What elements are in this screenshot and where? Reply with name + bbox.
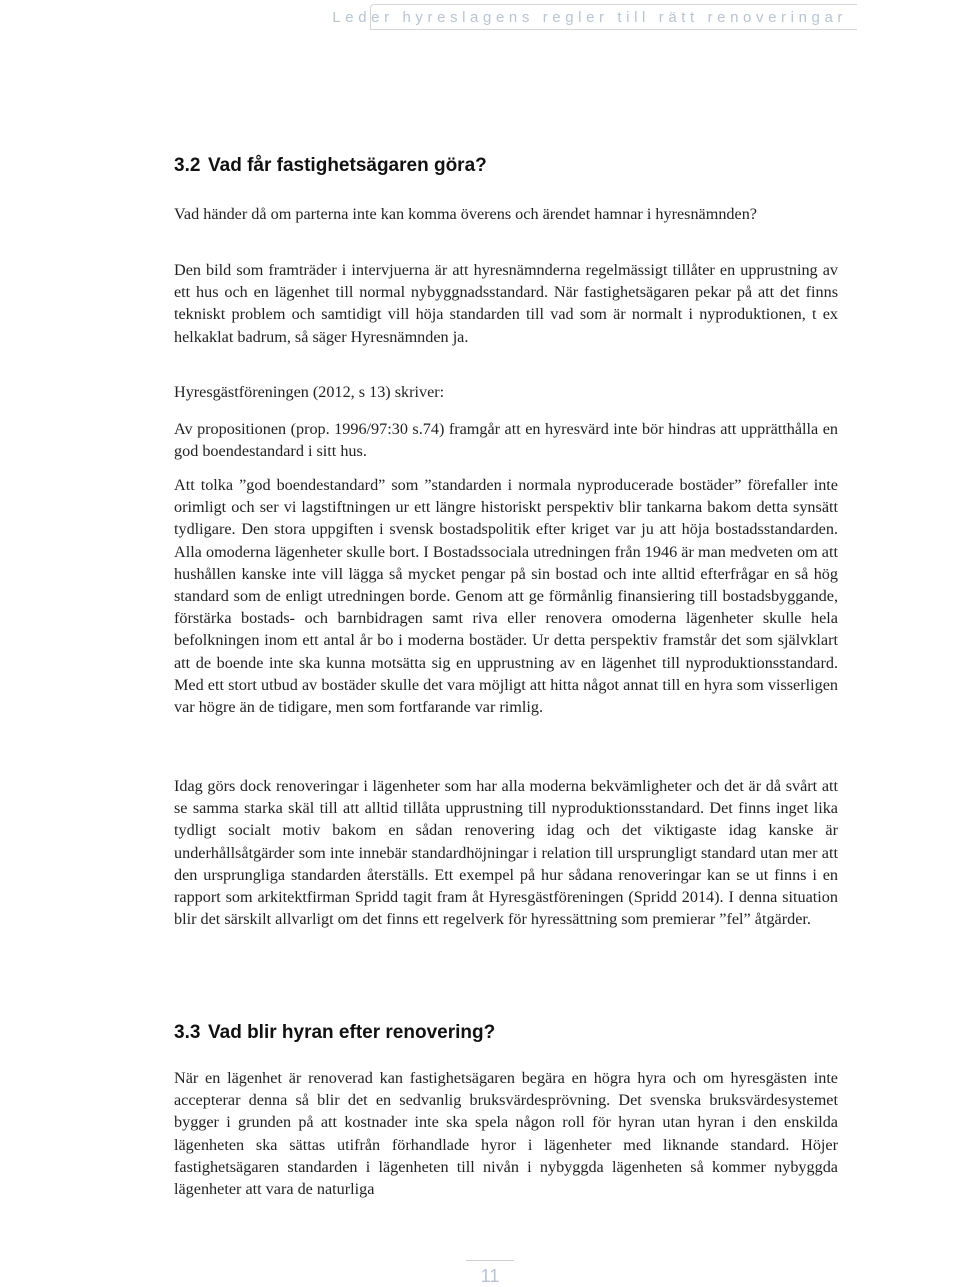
quotation-paragraph: Av propositionen (prop. 1996/97:30 s.74) framgår att en hyresvärd inte bör hindras att upprätthålla en god boendestandard i sitt hus. [174,420,838,461]
section-number: 3.2 [174,155,201,176]
section-number: 3.3 [174,1022,201,1043]
paragraph: När en lägenhet är renoverad kan fastighetsägaren begära en högra hyra och om hyresgästen inte accepterar denna så blir det en sedvanlig bruksvärdesprövning. Det svenska bruksvärdesystemet bygger i grunden på att kostnader inte ska spela någon roll för hyran utan hyran i den enskilda lägenheten ska sättas utifrån förhandlade hyror i lägenheter med liknande standard. Höjer fastighetsägaren standarden i lägenheten till nivån i nybyggda lägenheten så kommer nybyggda lägenheter att vara de naturliga [174,1069,838,1199]
section-heading-3-3 [174,1022,495,1044]
section-title: Vad får fastighetsägaren göra? [208,155,487,176]
paragraph: Idag görs dock renoveringar i lägenheter som har alla moderna bekvämligheter och det är då svårt att se samma starka skäl till att alltid tillåta upprustning till nyproduktionsstandard. Det finns inget lika tydligt socialt motiv bakom en sådan renovering idag och det viktigaste idag kanske är underhållsåtgärder som inte innebär standardhöjningar i relation till ursprungligt standard utan mer att den ursprungliga standarden återställs. Ett exempel på hur sådana renoveringar kan se ut finns i en rapport som arkitektfirman Spridd tagit fram åt Hyresgästföreningen (Spridd 2014). I denna situation blir det särskilt allvarligt om det finns ett regelverk för hyressättning som premierar ”fel” åtgärder. [174,777,838,929]
paragraph: Vad händer då om parterna inte kan komma överens och ärendet hamnar i hyresnämnden? [174,205,757,223]
paragraph: Att tolka ”god boendestandard” som ”standarden i normala nyproducerade bostäder” förefaller inte orimligt och ser vi lagstiftningen ur ett längre historiskt perspektiv blir tankarna bakom detta synsätt tydligare. Den stora uppgiften i svensk bostadspolitik efter kriget var ju att höja bostadsstandarden. Alla omoderna lägenheter skulle bort. I Bostadssociala utredningen från 1946 är man medveten om att hushållen kanske inte vill lägga så mycket pengar på sin bostad och inte alltid efterfrågar en så hög standard som de enligt utredningen borde. Genom att ge förmånlig finansiering till bostadsbyggande, förstärka bostads- och barnbidragen samt riva eller renovera omoderna lägenheter skulle hela befolkningen inom ett antal år bo i moderna bostäder. Ur detta perspektiv framstår det som självklart att de boende inte ska kunna motsätta sig en upprustning av en lägenhet till nyproduktionsstandard. Med ett stort utbud av bostäder skulle det vara möjligt att hitta något annat till en hyra som visserligen var högre än de tidigare, men som fortfarande var rimlig. [174,476,838,717]
paragraph: Den bild som framträder i intervjuerna är att hyresnämnderna regelmässigt tillåter en upprustning av ett hus och en lägenhet till normal nybyggnadsstandard. När fastighetsägaren pekar på att det finns tekniskt problem och samtidigt vill höja standarden till vad som är normalt i nyproduktionen, t ex helkaklat badrum, så säger Hyresnämnden ja. [174,261,838,346]
running-header [332,4,857,30]
section-title: Vad blir hyran efter renovering? [208,1022,496,1043]
page-number: 11 [480,1266,500,1286]
section-heading-3-2 [174,155,487,177]
paragraph: Hyresgästföreningen (2012, s 13) skriver: [174,383,445,401]
running-header-title: Leder hyreslagens regler till rätt renoveringar [332,9,847,26]
footer-divider [466,1260,514,1261]
